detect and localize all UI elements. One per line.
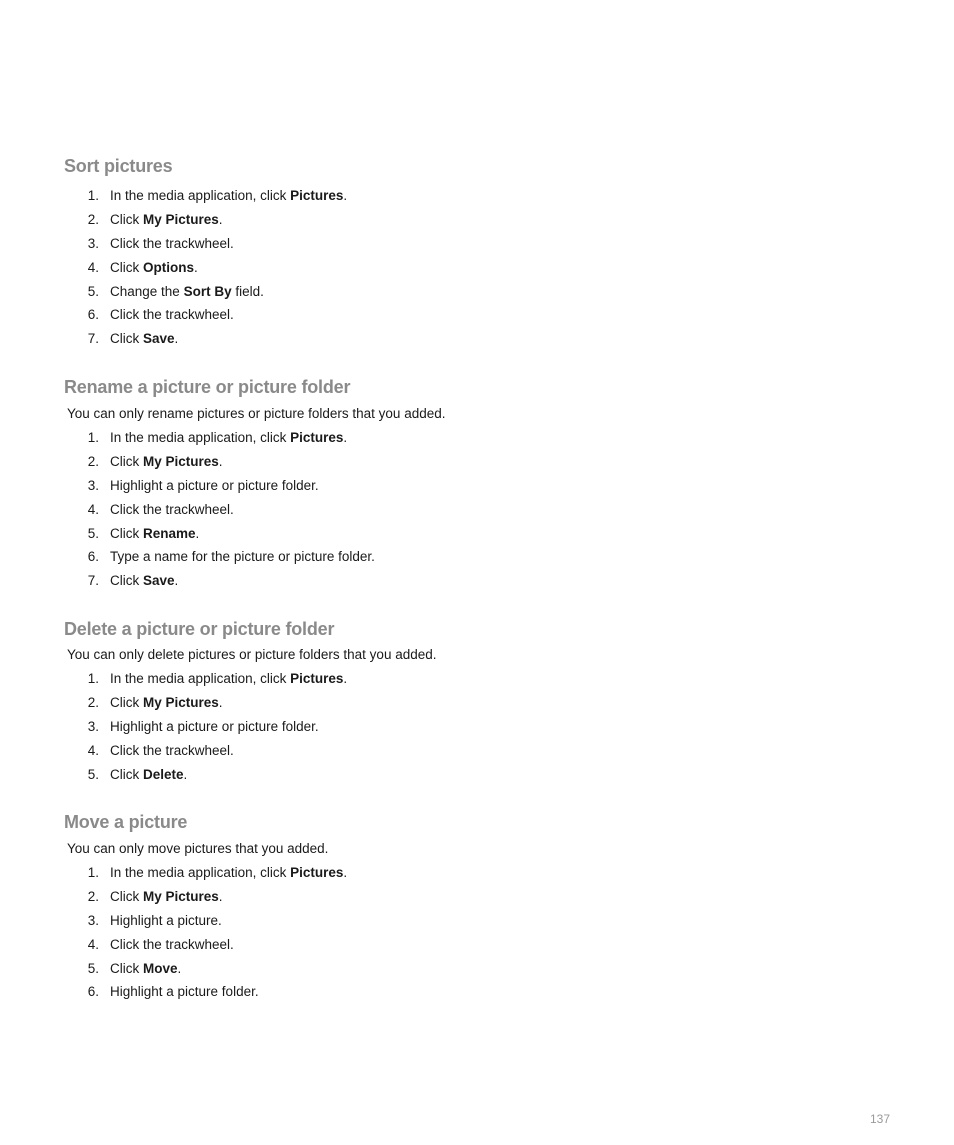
section-intro-rename: You can only rename pictures or picture folders that you added. bbox=[67, 406, 446, 421]
section-title-move-picture: Move a picture bbox=[64, 812, 188, 832]
section-title-sort-pictures: Sort pictures bbox=[64, 156, 173, 176]
section-intro-move: You can only move pictures that you added. bbox=[67, 841, 329, 856]
page-number: 137 bbox=[869, 1112, 890, 1126]
section-title-rename-picture: Rename a picture or picture folder bbox=[64, 377, 351, 397]
section-title-delete-picture: Delete a picture or picture folder bbox=[64, 619, 335, 639]
section-intro-delete: You can only delete pictures or picture folders that you added. bbox=[67, 647, 437, 662]
